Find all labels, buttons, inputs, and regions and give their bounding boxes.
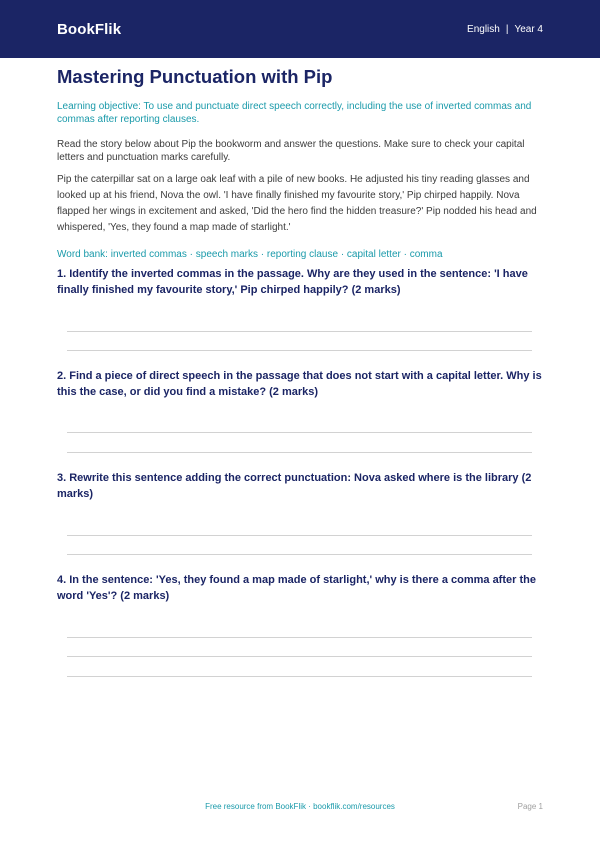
page-number: Page 1 [517, 802, 543, 811]
question-text: 3. Rewrite this sentence adding the correct punctuation: Nova asked where is the library (2 marks) [57, 472, 532, 500]
answer-line[interactable] [67, 452, 532, 453]
question-text: 4. In the sentence: 'Yes, they found a map made of starlight,' why is there a comma after the word 'Yes'? (2 marks) [57, 574, 536, 602]
answer-line[interactable] [67, 676, 532, 677]
answer-line[interactable] [67, 535, 532, 536]
question-4 [57, 573, 543, 604]
answer-line[interactable] [67, 432, 532, 433]
brand-logo[interactable]: BookFlik [57, 20, 122, 38]
header-bar [0, 0, 600, 58]
page-title: Mastering Punctuation with Pip [57, 66, 333, 87]
answer-line[interactable] [67, 350, 532, 351]
answer-line[interactable] [67, 656, 532, 657]
story-passage: Pip the caterpillar sat on a large oak leaf with a pile of new books. He adjusted his tiny reading glasses and looked up at his friend, Nova the owl. 'I have finally finished my favourite story,' Pip chirped happily. Nova flapped her wings in excitement and asked, 'Did the hero find the hidden treasure?' Pip nodded his head and whispered, 'Yes, they found a map made of starlight.' [57, 174, 537, 233]
subject-meta [467, 24, 543, 35]
learning-objective: Learning objective: To use and punctuate direct speech correctly, including the use of inverted commas and commas after reporting clauses. [57, 101, 532, 125]
subject-label: English [467, 23, 500, 35]
instructions: Read the story below about Pip the bookworm and answer the questions. Make sure to check your capital letters and punctuation marks carefully. [57, 139, 525, 163]
word-bank: Word bank: inverted commas · speech marks · reporting clause · capital letter · comma [57, 249, 443, 260]
question-text: 2. Find a piece of direct speech in the passage that does not start with a capital letter. Why is this the case, or did you find a mistake? (2 marks) [57, 370, 542, 398]
answer-line[interactable] [67, 554, 532, 555]
question-2 [57, 369, 543, 400]
question-3 [57, 471, 543, 502]
year-label: Year 4 [514, 23, 543, 35]
answer-line[interactable] [67, 331, 532, 332]
worksheet-intro [57, 66, 543, 261]
answer-line[interactable] [67, 637, 532, 638]
footer-link[interactable]: Free resource from BookFlik · bookflik.com/resources [205, 802, 395, 811]
question-text: 1. Identify the inverted commas in the passage. Why are they used in the sentence: 'I have finally finished my favourite story,' Pip chirped happily? (2 marks) [57, 268, 528, 296]
meta-separator: | [505, 23, 509, 35]
question-1 [57, 267, 543, 298]
